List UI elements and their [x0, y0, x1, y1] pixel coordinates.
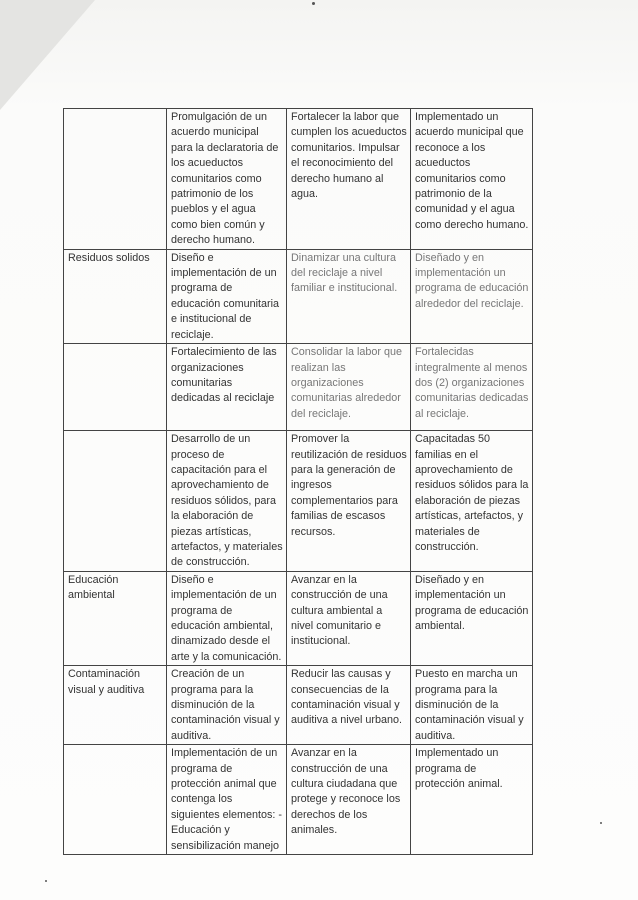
objective-cell: Reducir las causas y consecuencias de la contaminación visual y auditiva a nivel urbano. — [287, 666, 411, 745]
objective-cell: Dinamizar una cultura del reciclaje a nivel familiar e institucional. — [287, 249, 411, 343]
objective-cell: Fortalecer la labor que cumplen los acueductos comunitarios. Impulsar el reconocimiento del derecho humano al agua. — [287, 109, 411, 250]
table-row — [64, 745, 533, 855]
category-cell — [64, 745, 167, 855]
objective-cell: Avanzar en la construcción de una cultura ambiental a nivel comunitario e institucional. — [287, 571, 411, 665]
scan-speck — [312, 2, 315, 5]
category-cell — [64, 431, 167, 572]
table-row — [64, 571, 533, 665]
action-cell: Desarrollo de un proceso de capacitación para el aprovechamiento de residuos sólidos, para la elaboración de piezas artísticas, artefactos, y materiales de construcción. — [167, 431, 287, 572]
scan-speck — [600, 822, 602, 824]
category-cell: Educación ambiental — [64, 571, 167, 665]
action-cell: Implementación de un programa de protección animal que contenga los siguientes elementos: -Educación y sensibilización manejo — [167, 745, 287, 855]
table-row — [64, 344, 533, 431]
action-cell: Diseño e implementación de un programa de educación comunitaria e institucional de reciclaje. — [167, 249, 287, 343]
table-row — [64, 431, 533, 572]
folded-corner — [0, 0, 95, 110]
action-cell: Promulgación de un acuerdo municipal para la declaratoria de los acueductos comunitarios como patrimonio de los pueblos y el agua como bien común y derecho humano. — [167, 109, 287, 250]
category-cell — [64, 109, 167, 250]
goal-cell: Capacitadas 50 familias en el aprovechamiento de residuos sólidos para la elaboración de piezas artísticas, artefactos, y materiales de construcción. — [411, 431, 533, 572]
category-cell: Contaminación visual y auditiva — [64, 666, 167, 745]
goal-cell: Puesto en marcha un programa para la disminución de la contaminación visual y auditiva. — [411, 666, 533, 745]
goal-cell: Implementado un programa de protección animal. — [411, 745, 533, 855]
goal-cell: Implementado un acuerdo municipal que reconoce a los acueductos comunitarios como patrimonio de la comunidad y el agua como derecho humano. — [411, 109, 533, 250]
goal-cell: Diseñado y en implementación un programa de educación alrededor del reciclaje. — [411, 249, 533, 343]
action-cell: Fortalecimiento de las organizaciones comunitarias dedicadas al reciclaje — [167, 344, 287, 431]
action-cell: Diseño e implementación de un programa de educación ambiental, dinamizado desde el arte y la comunicación. — [167, 571, 287, 665]
objective-cell: Promover la reutilización de residuos para la generación de ingresos complementarios para familias de escasos recursos. — [287, 431, 411, 572]
table-row — [64, 249, 533, 343]
table-row — [64, 109, 533, 250]
category-cell: Residuos solidos — [64, 249, 167, 343]
scan-speck — [45, 880, 47, 882]
action-cell: Creación de un programa para la disminución de la contaminación visual y auditiva. — [167, 666, 287, 745]
category-cell — [64, 344, 167, 431]
objective-cell: Avanzar en la construcción de una cultura ciudadana que protege y reconoce los derechos de los animales. — [287, 745, 411, 855]
goal-cell: Fortalecidas integralmente al menos dos (2) organizaciones comunitarias dedicadas al reciclaje. — [411, 344, 533, 431]
goal-cell: Diseñado y en implementación un programa de educación ambiental. — [411, 571, 533, 665]
objective-cell: Consolidar la labor que realizan las organizaciones comunitarias alrededor del reciclaje. — [287, 344, 411, 431]
action-plan-table — [63, 108, 533, 855]
table-row — [64, 666, 533, 745]
